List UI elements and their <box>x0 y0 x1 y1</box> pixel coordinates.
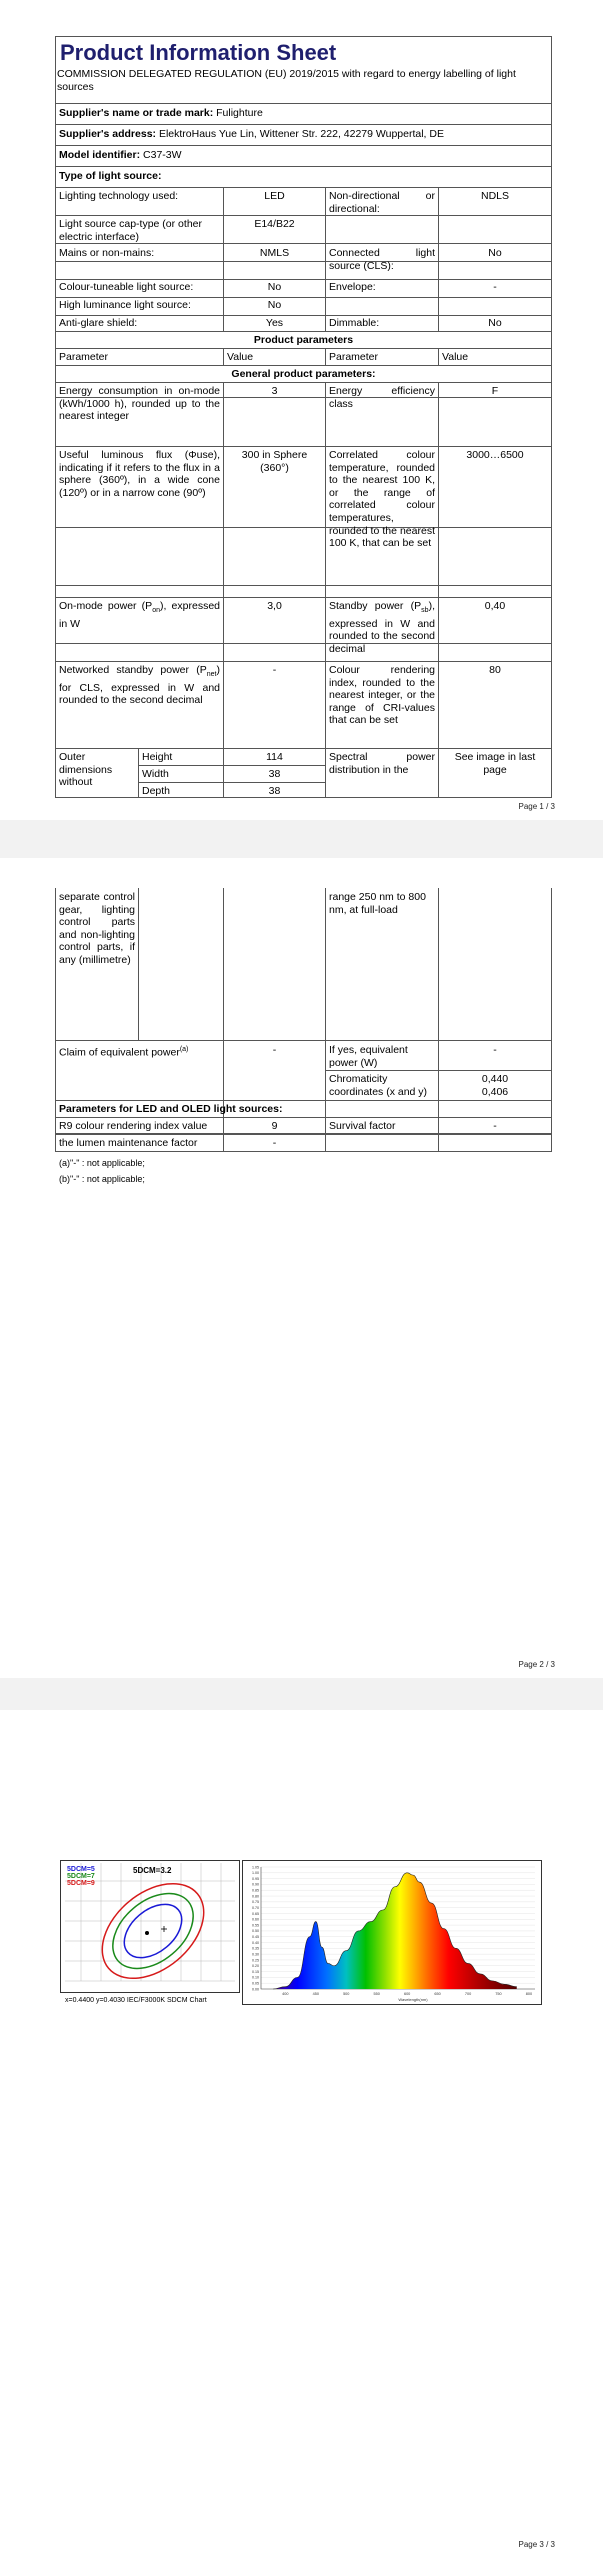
chroma-y-value: 0,406 <box>481 1086 509 1098</box>
model-label: Model identifier: <box>59 149 141 161</box>
sdcm-legend-7: 5DCM=7 <box>67 1873 95 1880</box>
type-row-value: E14/B22 <box>254 218 295 230</box>
spectrum-chart-svg <box>243 1861 541 2004</box>
width-label: Width <box>142 768 169 780</box>
sdcm-footer: x=0.4400 y=0.4030 IEC/F3000K SDCM Chart <box>65 1997 207 2004</box>
page-number: Page 1 / 3 <box>518 802 555 811</box>
spectrum-y-tick-label: 0.70 <box>252 1905 259 1910</box>
height-label: Height <box>142 751 173 763</box>
spectrum-y-tick-label: 0.75 <box>252 1900 259 1905</box>
cct-param: Correlated colour temperature, rounded to the nearest 100 K, or the range of correlated colour temperatures, rounded to the nearest 100 K, that can be set <box>329 449 435 550</box>
spectrum-x-label: Wavelength(nm) <box>398 1997 428 2002</box>
depth-label: Depth <box>142 785 171 797</box>
spectrum-y-tick-label: 0.15 <box>252 1969 259 1974</box>
col-value: Value <box>442 351 469 363</box>
model-row <box>56 148 546 163</box>
spectrum-y-tick-label: 0.10 <box>252 1975 259 1980</box>
type-row-value: No <box>488 317 502 329</box>
spectrum-y-tick-label: 0.50 <box>252 1929 259 1934</box>
regulation-text: COMMISSION DELEGATED REGULATION (EU) 2019/2015 with regard to energy labelling of light sources <box>57 68 516 93</box>
spectrum-y-tick-label: 0.40 <box>252 1940 259 1945</box>
spectrum-y-tick-label: 0.85 <box>252 1888 259 1893</box>
spectrum-y-tick-label: 0.35 <box>252 1946 259 1951</box>
chroma-x-value: 0,440 <box>481 1073 509 1085</box>
spectrum-x-tick-label: 700 <box>464 1992 472 1996</box>
luminous-flux-value: 300 in Sphere (360°) <box>241 449 308 474</box>
supplier-address-value: ElektroHaus Yue Lin, Wittener Str. 222, 42279 Wuppertal, DE <box>158 128 444 140</box>
col-value: Value <box>227 351 254 363</box>
sdcm-ellipse-7 <box>98 1878 207 1983</box>
standby-power-sub: sb <box>421 607 429 615</box>
type-row-param: Dimmable: <box>329 317 380 329</box>
cri-value: 80 <box>489 664 501 676</box>
type-row-value: NDLS <box>480 190 509 202</box>
outer-dimensions-param-cont: separate control gear, lighting control parts and non-lighting control parts, if any (millimetre) <box>59 891 135 966</box>
equiv-power-param: If yes, equivalent power (W) <box>329 1044 408 1069</box>
standby-power-text: ), expressed in W and rounded to the second decimal <box>329 600 435 655</box>
spectrum-x-tick-label: 400 <box>282 1992 289 1996</box>
depth-value: 38 <box>268 785 281 797</box>
equiv-power-value: - <box>493 1044 497 1056</box>
luminous-flux-param: Useful luminous flux (Φuse), indicating if it refers to the flux in a sphere (360º), in a wide cone (120º) or in a narrow cone (90º) <box>59 449 220 499</box>
sdcm-value-label: 5DCM=3.2 <box>133 1866 172 1875</box>
spectrum-y-tick-label: 0.95 <box>252 1876 259 1881</box>
height-value: 114 <box>266 751 283 763</box>
onmode-power-text: On-mode power (P <box>59 600 153 612</box>
standby-power-text: Standby power (P <box>329 600 422 612</box>
equiv-claim-sup: (a) <box>179 1046 189 1053</box>
supplier-name-label: Supplier's name or trade mark: <box>59 107 214 119</box>
type-row-value: NMLS <box>259 247 290 259</box>
type-row-value: No <box>488 247 502 259</box>
spectrum-y-tick-label: 0.25 <box>252 1958 259 1963</box>
survival-factor-param: Survival factor <box>329 1120 396 1132</box>
spectrum-y-tick-label: 0.00 <box>252 1987 259 1992</box>
spectrum-chart <box>242 1860 542 2005</box>
spectrum-y-tick-label: 0.20 <box>252 1964 259 1969</box>
type-row-param: Connected light source (CLS): <box>329 247 435 272</box>
type-row-param: Anti-glare shield: <box>59 317 138 329</box>
spectrum-y-tick-label: 0.30 <box>252 1952 259 1957</box>
spectrum-x-tick-label: 800 <box>525 1992 533 1996</box>
chromaticity-param: Chromaticity coordinates (x and y) <box>329 1073 428 1098</box>
product-parameters-heading: Product parameters <box>253 334 354 346</box>
spectrum-y-tick-label: 0.90 <box>252 1882 259 1887</box>
r9-param: R9 colour rendering index value <box>59 1120 208 1132</box>
survival-factor-value: - <box>493 1120 497 1132</box>
equiv-claim-text: Claim of equivalent power <box>59 1046 180 1059</box>
onmode-power-value: 3,0 <box>267 600 282 612</box>
spd-param-cont: range 250 nm to 800 nm, at full-load <box>329 891 426 916</box>
supplier-address-label: Supplier's address: <box>59 128 157 140</box>
footnote-a: (a)"-" : not applicable; <box>59 1158 145 1168</box>
energy-class-value: F <box>491 385 499 397</box>
supplier-name-row <box>56 106 546 121</box>
spectrum-y-tick-label: 1.05 <box>252 1865 259 1870</box>
spectrum-y-tick-label: 0.60 <box>252 1917 259 1922</box>
spectrum-x-ticks <box>282 1992 532 1996</box>
page-2 <box>0 858 603 1678</box>
col-parameter: Parameter <box>329 351 379 363</box>
type-row-value: No <box>267 281 282 293</box>
spd-param: Spectral power distribution in the <box>329 751 435 776</box>
energy-consumption-value: 3 <box>271 385 278 397</box>
type-row-value: LED <box>264 190 285 202</box>
type-row-value: Yes <box>265 317 284 329</box>
spectrum-x-tick-label: 600 <box>403 1992 411 1996</box>
spectrum-x-tick-label: 450 <box>312 1992 319 1996</box>
type-row-param: Envelope: <box>329 281 376 293</box>
page-number: Page 3 / 3 <box>518 2540 555 2549</box>
page-1 <box>0 0 603 820</box>
cri-param: Colour rendering index, rounded to the nearest integer, or the range of CRI-values that can be set <box>329 664 435 727</box>
standby-power-value: 0,40 <box>484 600 506 612</box>
type-row-param: Colour-tuneable light source: <box>59 281 194 293</box>
cct-value: 3000…6500 <box>466 449 524 461</box>
width-value: 38 <box>268 768 281 780</box>
networked-standby-value: - <box>272 664 277 676</box>
col-parameter: Parameter <box>59 351 109 363</box>
outer-dimensions-param: Outer dimensions without <box>59 751 113 789</box>
sdcm-legend-9: 5DCM=9 <box>67 1880 95 1887</box>
sdcm-center-point <box>145 1931 149 1935</box>
supplier-name-value: Fulighture <box>216 107 263 119</box>
type-row-value: No <box>267 299 282 311</box>
energy-class-param: Energy efficiency class <box>329 385 435 410</box>
onmode-power-sub: on <box>152 607 160 615</box>
standby-power-param <box>326 599 438 656</box>
type-row-param: High luminance light source: <box>59 299 191 311</box>
spectrum-y-ticks <box>252 1865 259 1991</box>
onmode-power-param <box>56 599 223 631</box>
onmode-power-text: ), expressed in W <box>59 600 220 630</box>
networked-standby-param <box>56 663 223 708</box>
sdcm-chart-svg <box>61 1861 239 1992</box>
type-row-param: Lighting technology used: <box>59 190 179 202</box>
networked-standby-text: Networked standby power (P <box>59 664 207 676</box>
spectrum-y-tick-label: 0.65 <box>252 1911 259 1916</box>
spd-value: See image in last page <box>454 751 536 776</box>
networked-standby-text: ) for CLS, expressed in W and rounded to the second decimal <box>59 664 220 707</box>
type-row-value: - <box>493 281 497 293</box>
spectrum-y-tick-label: 0.05 <box>252 1981 259 1986</box>
lumen-maintenance-param: the lumen maintenance factor <box>59 1137 198 1149</box>
model-value: C37-3W <box>143 149 182 161</box>
energy-consumption-param: Energy consumption in on-mode (kWh/1000 h), rounded up to the nearest integer <box>59 385 220 423</box>
spectrum-x-tick-label: 500 <box>343 1992 350 1996</box>
spectrum-x-tick-label: 550 <box>373 1992 380 1996</box>
spectrum-x-tick-label: 650 <box>434 1992 441 1996</box>
page-3 <box>0 1710 603 2560</box>
r9-value: 9 <box>271 1120 278 1132</box>
general-parameters-heading: General product parameters: <box>231 368 376 380</box>
type-row-param: Light source cap-type (or other electric interface) <box>59 218 202 243</box>
supplier-address-row <box>56 127 546 142</box>
spectrum-x-tick-label: 750 <box>495 1992 502 1996</box>
type-row-param: Mains or non-mains: <box>59 247 155 259</box>
document-title: Product Information Sheet <box>60 40 337 65</box>
light-source-type-heading: Type of light source: <box>59 170 162 182</box>
footnote-b: (b)"-" : not applicable; <box>59 1174 145 1184</box>
spectrum-y-tick-label: 0.80 <box>252 1894 259 1899</box>
page-number: Page 2 / 3 <box>518 1660 555 1669</box>
spectrum-y-tick-label: 0.45 <box>252 1935 259 1940</box>
sdcm-chart <box>60 1860 240 1993</box>
equiv-claim-value: - <box>272 1044 277 1056</box>
spectrum-y-tick-label: 0.55 <box>252 1923 259 1928</box>
led-parameters-heading: Parameters for LED and OLED light sources: <box>59 1103 283 1115</box>
equiv-claim-param <box>56 1043 223 1060</box>
type-row-param: Non-directional or directional: <box>329 190 435 215</box>
lumen-maintenance-value: - <box>272 1137 277 1149</box>
networked-standby-sub: net <box>206 671 217 679</box>
spectrum-y-tick-label: 1.00 <box>252 1871 259 1876</box>
sdcm-legend-5: 5DCM=5 <box>67 1866 95 1873</box>
